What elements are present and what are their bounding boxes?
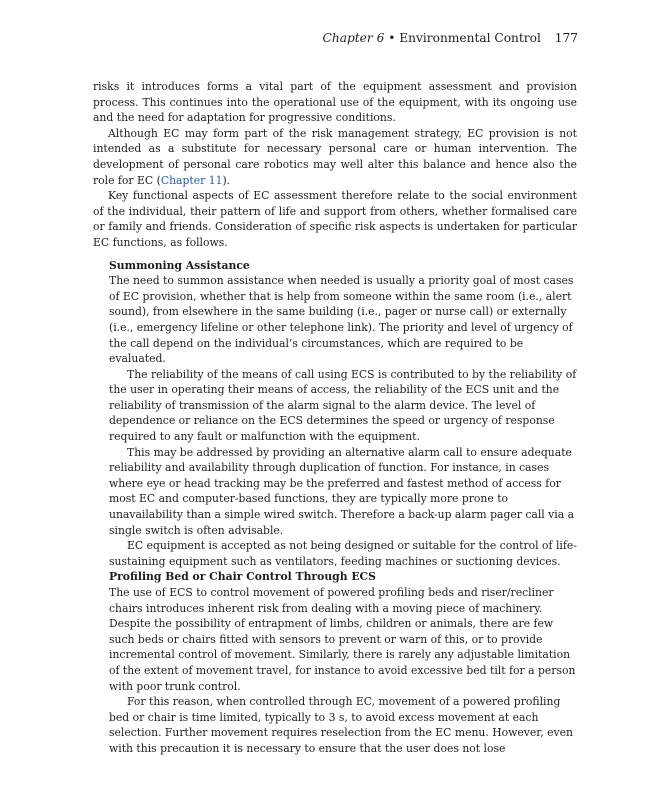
body-text — [93, 79, 577, 757]
running-header — [323, 31, 578, 46]
risk-functions-list — [109, 258, 577, 757]
paragraph: The need to summon assistance when needed is usually a priority goal of most cases of EC provision, whether that is help from someone within the same room (i.e., alert sound), from elsewhere in the same building (i.e., pager or nurse call) or externally (i.e., emergency lifeline or other telephone link). The priority and level of urgency of the call depend on the individual’s circumstances, which are required to be evaluated. — [109, 274, 574, 366]
chapter-11-link[interactable]: Chapter 11 — [160, 173, 223, 187]
paragraph-text: ). — [222, 173, 231, 187]
header-bullet: • — [388, 31, 396, 45]
paragraph: EC equipment is accepted as not being designed or suitable for the control of life-sustaining equipment such as ventilators, feeding machines or suctioning devices. — [109, 539, 577, 568]
section-heading-profiling-bed: Profiling Bed or Chair Control Through ECS — [109, 570, 376, 584]
paragraph: risks it introduces forms a vital part of the equipment assessment and provision process. This continues into the operational use of the equipment, with its ongoing use and the need for adaptation for progressive conditions. — [93, 80, 577, 125]
paragraph — [93, 126, 577, 188]
chapter-title: Environmental Control — [399, 31, 541, 45]
paragraph: This may be addressed by providing an alternative alarm call to ensure adequate reliability and availability through duplication of function. For instance, in cases where eye or head tracking may be the preferred and fastest method of access for most EC and computer-based functions, they are typically more prone to unavailability than a simple wired switch. Therefore a back-up alarm pager call via a single switch is often advisable. — [109, 445, 575, 537]
paragraph: The use of ECS to control movement of powered profiling beds and riser/recliner chairs introduces inherent risk from dealing with a moving piece of machinery. Despite the possibility of entrapment of limbs, children or animals, there are few such beds or chairs fitted with sensors to prevent or warn of this, or to provide incremental control of movement. Similarly, there is rarely any adjustable limitation of the extent of movement travel, for instance to avoid excessive bed tilt for a person with poor trunk control. — [109, 586, 576, 693]
page-number: 177 — [554, 31, 578, 45]
chapter-label: Chapter 6 — [322, 31, 385, 45]
paragraph: For this reason, when controlled through EC, movement of a powered profiling bed or chair is time limited, typically to 3 s, to avoid excess movement at each selection. Further movement requires reselection from the EC menu. However, even with this precaution it is necessary to ensure that the user does not lose — [109, 695, 573, 755]
section-heading-summoning-assistance: Summoning Assistance — [109, 258, 250, 272]
paragraph-text: Although EC may form part of the risk management strategy, EC provision is not intended as a substitute for necessary personal care or human intervention. The development of personal care robotics may well alter this balance and hence also the role for EC ( — [93, 126, 577, 187]
paragraph: The reliability of the means of call using ECS is contributed to by the reliability of the user in operating their means of access, the reliability of the ECS unit and the reliability of transmission of the alarm signal to the alarm device. The level of dependence or reliance on the ECS determines the speed or urgency of response required to any fault or malfunction with the equipment. — [109, 367, 577, 444]
paragraph: Key functional aspects of EC assessment therefore relate to the social environment of the individual, their pattern of life and support from others, whether formalised care or family and friends. Consideration of specific risk aspects is undertaken for particular EC functions, as follows. — [93, 189, 577, 249]
